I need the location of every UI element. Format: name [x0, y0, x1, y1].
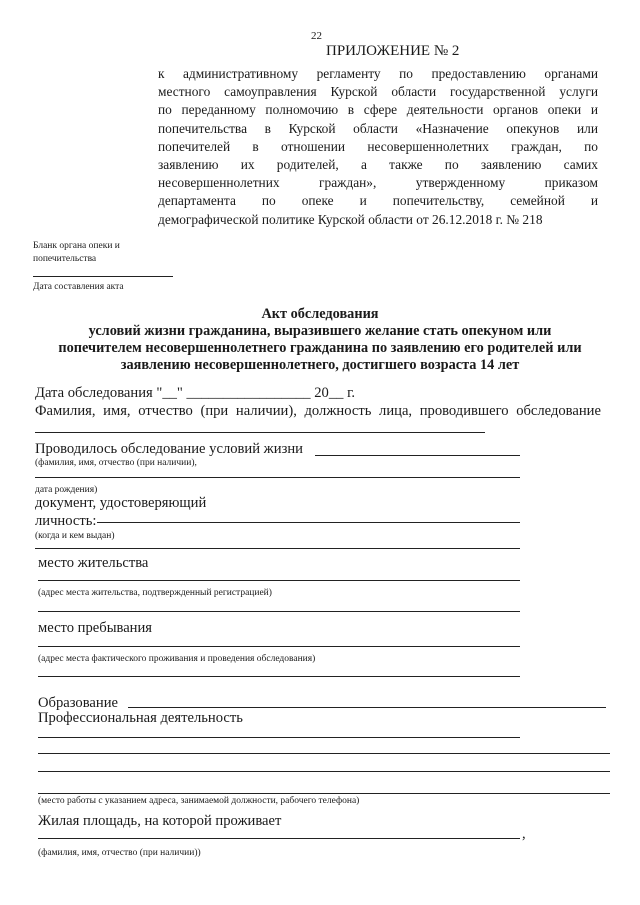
residence-field-2[interactable]: [38, 611, 520, 612]
profession-label: Профессиональная деятельность: [38, 710, 243, 726]
profession-field-4[interactable]: [38, 793, 610, 794]
residence-label: место жительства: [38, 555, 149, 571]
letterhead-line: попечительства: [33, 254, 97, 264]
residence-field[interactable]: [38, 580, 520, 581]
id-doc-field-2[interactable]: [35, 548, 520, 549]
regulation-line: по переданному полномочию в сфере деятельности органов опеки и: [158, 102, 598, 118]
letterhead-line: Бланк органа опеки и: [33, 241, 120, 251]
profession-field-2[interactable]: [38, 753, 610, 754]
subject-name-field[interactable]: [315, 455, 520, 456]
act-subtitle-line: попечителем несовершеннолетнего гражданина по заявлению его родителей или: [58, 340, 582, 356]
housing-label: Жилая площадь, на которой проживает: [38, 813, 282, 829]
appendix-title: ПРИЛОЖЕНИЕ № 2: [326, 43, 460, 59]
housing-field[interactable]: [38, 838, 520, 839]
issued-caption: (когда и кем выдан): [35, 531, 115, 541]
id-doc-label-2: личность:: [35, 513, 97, 529]
regulation-line: к административному регламенту по предоставлению органами: [158, 66, 598, 81]
residence-caption: (адрес места жительства, подтвержденный регистрацией): [38, 588, 272, 598]
act-subtitle-line: заявлению несовершеннолетнего, достигшего возраста 14 лет: [120, 357, 520, 373]
regulation-line: попечителей в отношении несовершеннолетних граждан, по: [158, 138, 598, 154]
housing-caption: (фамилия, имя, отчество (при наличии)): [38, 848, 201, 858]
profession-field-3[interactable]: [38, 771, 610, 772]
stay-label: место пребывания: [38, 620, 153, 636]
education-label: Образование: [38, 695, 118, 711]
regulation-line: департамента по опеке и попечительству, семейной и: [158, 193, 598, 209]
regulation-line: заявлению их родителей, а также по заявлению самих: [158, 157, 598, 173]
stay-caption: (адрес места фактического проживания и проведения обследования): [38, 654, 316, 664]
act-date-line: [33, 276, 173, 277]
id-doc-field[interactable]: [97, 522, 520, 523]
inspector-label: Фамилия, имя, отчество (при наличии), должность лица, проводившего обследование: [35, 403, 601, 419]
act-date-caption: Дата составления акта: [33, 282, 124, 292]
birth-caption: дата рождения): [35, 485, 98, 495]
act-title: Акт обследования: [261, 306, 379, 322]
stay-field[interactable]: [38, 646, 520, 647]
subject-name-field-2[interactable]: [35, 477, 520, 478]
regulation-line: попечительства в Курской области «Назначение опекунов или: [158, 120, 598, 136]
regulation-line: несовершеннолетних граждан», утвержденному приказом: [158, 175, 598, 191]
page-number: 22: [311, 30, 322, 42]
inspector-field[interactable]: [35, 432, 485, 433]
id-doc-label: документ, удостоверяющий: [35, 495, 207, 511]
survey-date-field[interactable]: Дата обследования "__" _________________ 20__ г.: [35, 385, 356, 401]
housing-comma: ,: [522, 826, 526, 842]
profession-field[interactable]: [38, 737, 520, 738]
act-subtitle-line: условий жизни гражданина, выразившего желание стать опекуном или: [88, 323, 552, 339]
work-caption: (место работы с указанием адреса, занимаемой должности, рабочего телефона): [38, 796, 360, 806]
conducted-label: Проводилось обследование условий жизни: [35, 441, 303, 457]
guardianship-letterhead: [33, 240, 120, 266]
education-field[interactable]: [128, 707, 606, 708]
regulation-line: местного самоуправления Курской области государственной услуги: [158, 84, 598, 100]
regulation-reference: [158, 65, 598, 229]
stay-field-2[interactable]: [38, 676, 520, 677]
regulation-line: демографической политике Курской области от 26.12.2018 г. № 218: [158, 211, 543, 227]
name-caption: (фамилия, имя, отчество (при наличии),: [35, 458, 197, 468]
